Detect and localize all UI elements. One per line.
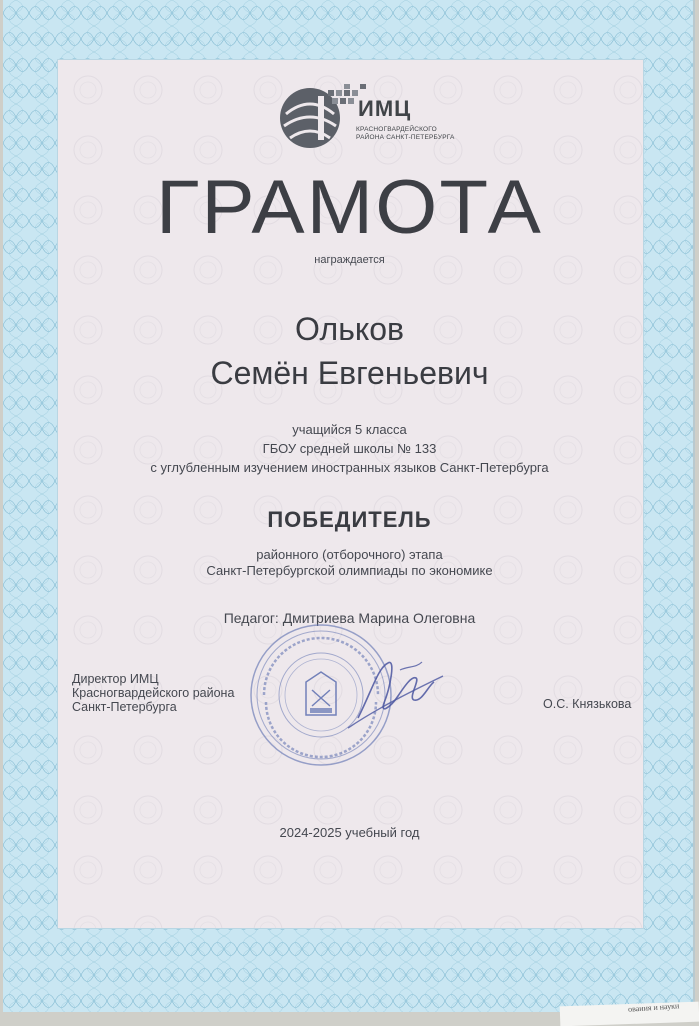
director-title-line3: Санкт-Петербурга: [72, 700, 177, 714]
logo-title: ИМЦ: [358, 96, 412, 121]
recipient-school: ГБОУ средней школы № 133: [262, 441, 437, 456]
olympiad-name: Санкт-Петербургской олимпиады по экономике: [206, 563, 493, 578]
recipient-surname: Ольков: [294, 311, 405, 347]
recipient-class: учащийся 5 класса: [292, 422, 407, 437]
certificate-title: ГРАМОТА: [156, 165, 543, 250]
olympiad-stage: районного (отборочного) этапа: [256, 547, 443, 562]
academic-year: 2024-2025 учебный год: [279, 825, 420, 840]
logo-subtitle-line1: КРАСНОГВАРДЕЙСКОГО: [356, 126, 437, 133]
director-title-line2: Красногвардейского района: [72, 686, 235, 700]
award-status: ПОБЕДИТЕЛЬ: [267, 507, 432, 532]
awarded-label: награждается: [314, 254, 385, 266]
teacher-line: Педагог: Дмитриева Марина Олеговна: [223, 610, 476, 626]
logo-subtitle-line2: РАЙОНА САНКТ-ПЕТЕРБУРГА: [356, 134, 455, 141]
signer-name: О.С. Князькова: [543, 697, 632, 711]
director-title-line1: Директор ИМЦ: [72, 672, 159, 686]
handwritten-signature-icon: [318, 648, 458, 738]
school-specialty: с углубленным изучением иностранных языков Санкт-Петербурга: [150, 460, 549, 475]
background-scrap-text: ования и науки: [627, 1001, 680, 1014]
recipient-name: Семён Евгеньевич: [210, 355, 489, 391]
